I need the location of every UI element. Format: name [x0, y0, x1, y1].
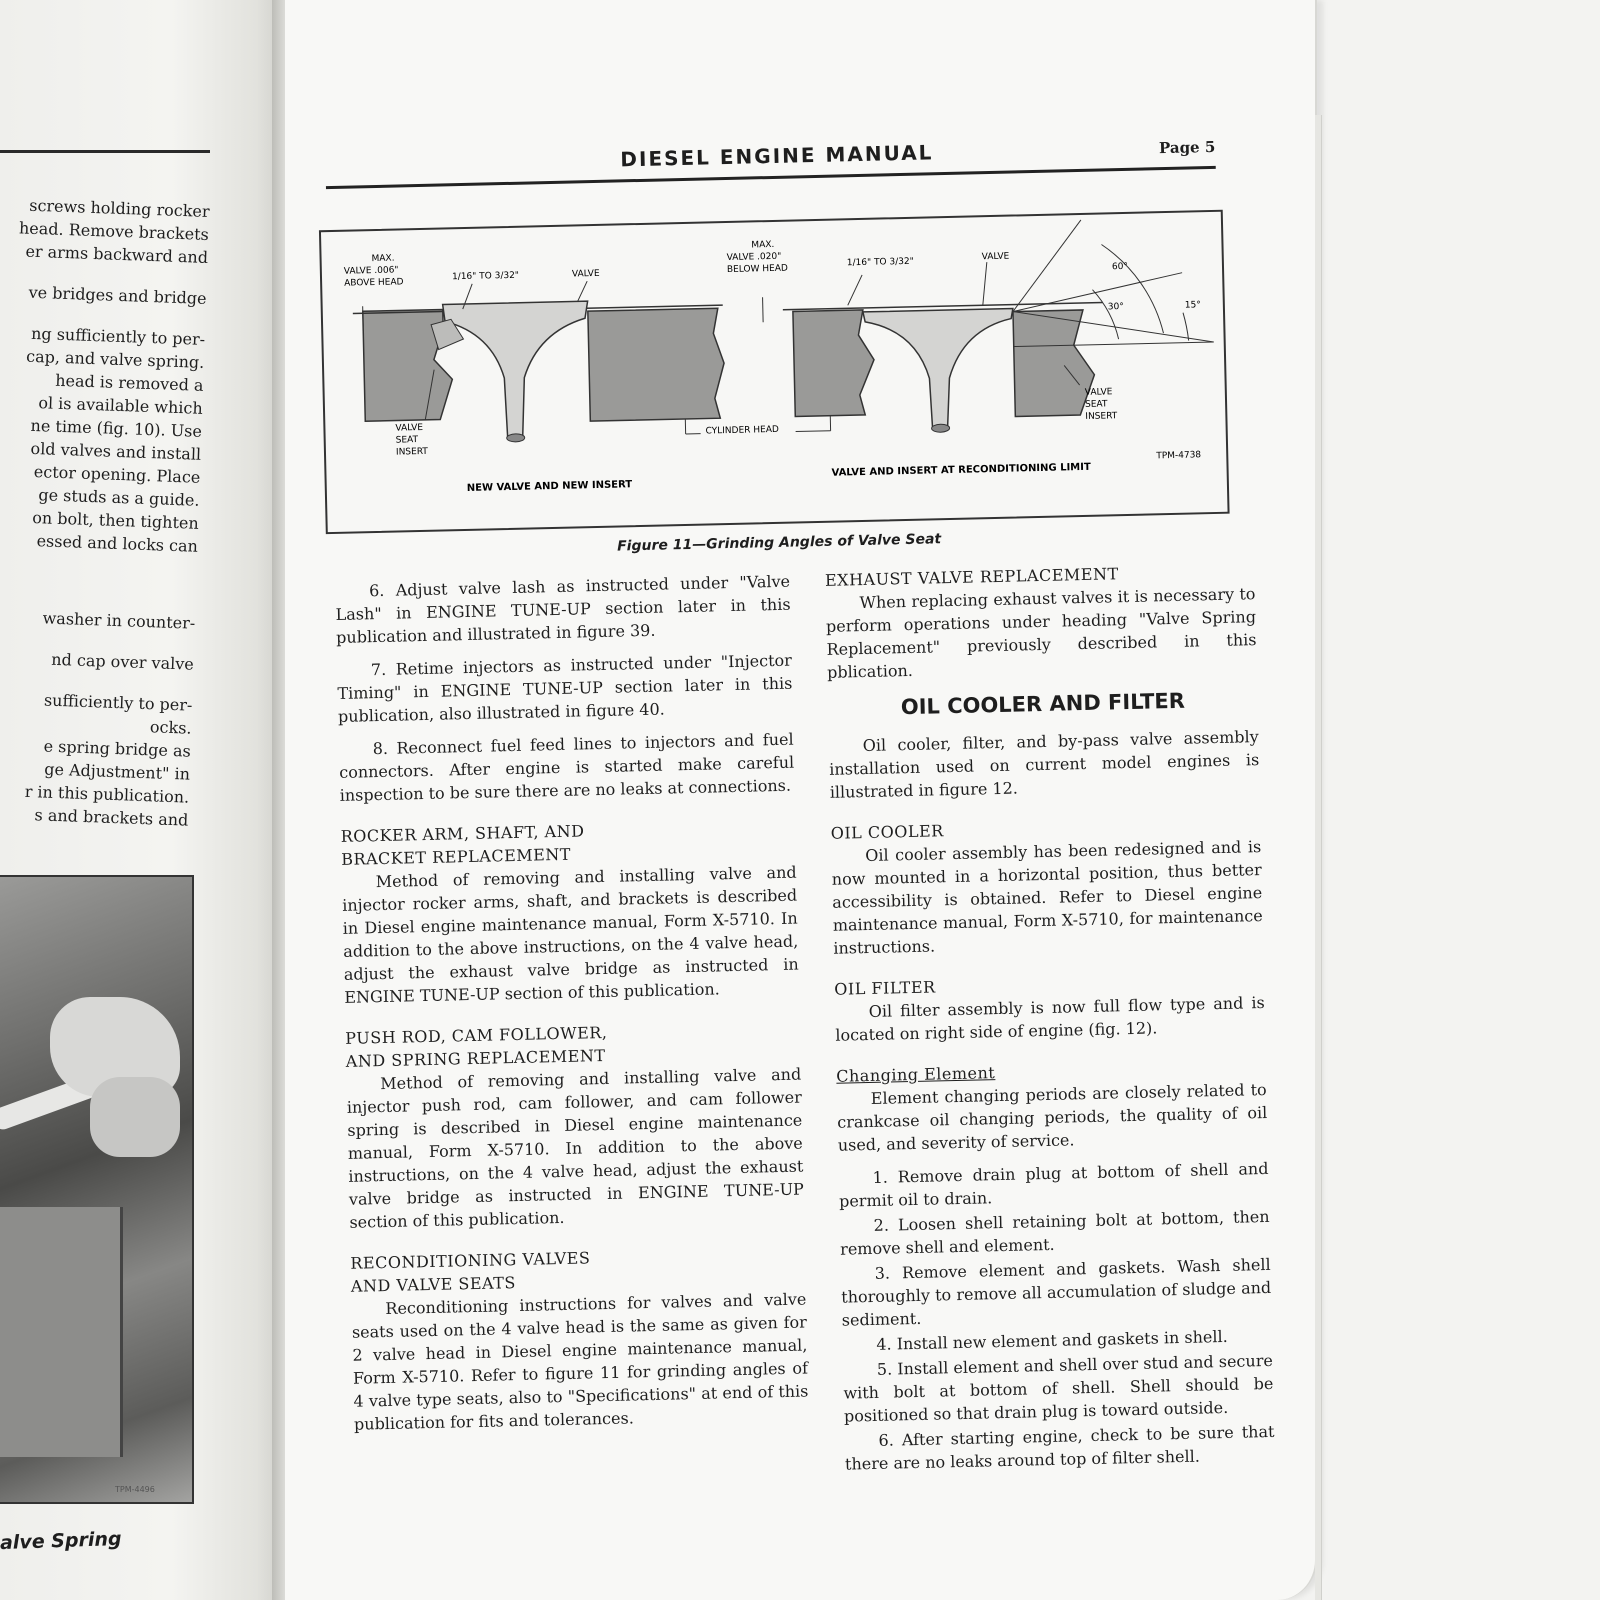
max-label-left: VALVE .006" [343, 265, 399, 277]
left-line: ector opening. Place [33, 462, 201, 487]
section-heading: BRACKET REPLACEMENT [340, 844, 572, 869]
paragraph: Oil filter assembly is now full flow type and is located on right side of engine (fig. 12). [835, 993, 1265, 1045]
paragraph: Method of removing and installing valve and injector rocker arms, shaft, and brackets is described in Diesel engine maintenance manual, Form X-5710. In addition to the above instructions, on the 4 valve head, adjust the exhaust valve bridge as instructed in ENGINE TUNE-UP section of this publication. [342, 862, 799, 1007]
list-item: 6. After starting engine, check to be sure that there are no leaks around top of filter shell. [844, 1421, 1275, 1474]
paragraph: 6. Adjust valve lash as instructed under "Valve Lash" in ENGINE TUNE-UP section later in this publication and illustrated in figure 39. [335, 571, 791, 647]
width-label-left: 1/16" TO 3/32" [451, 270, 520, 283]
angle-label: 60° [1111, 261, 1129, 273]
cylinder-head-left [588, 308, 725, 421]
section-heading: RECONDITIONING VALVES [350, 1248, 591, 1273]
cylinder-head-right [1013, 310, 1095, 417]
list-item: 2. Loosen shell retaining bolt at bottom, then remove shell and element. [839, 1206, 1270, 1259]
right-page [285, 0, 1317, 1600]
left-figure-caption: alve Spring [0, 1527, 122, 1555]
paragraph: Oil cooler, filter, and by-pass valve assembly installation used on current model engines is illustrated in figure 12. [829, 727, 1260, 802]
left-line: ocks. [149, 717, 192, 738]
major-heading: OIL COOLER AND FILTER [900, 688, 1186, 720]
list-item: 1. Remove drain plug at bottom of shell and permit oil to drain. [838, 1158, 1269, 1211]
left-line: head is removed a [54, 370, 204, 395]
right-column [825, 559, 1276, 1478]
insert-label-left: INSERT [395, 446, 428, 458]
left-line: ol is available which [38, 393, 204, 418]
engine-block [0, 1207, 123, 1457]
left-line: sufficiently to per- [43, 690, 193, 715]
left-line: cap, and valve spring. [25, 346, 205, 372]
left-line: ge studs as a guide. [38, 485, 200, 510]
max-label-left: ABOVE HEAD [344, 277, 404, 289]
list-item: 3. Remove element and gaskets. Wash shell thoroughly to remove all accumulation of sludge and sediment. [841, 1254, 1272, 1330]
page-number: Page 5 [1158, 137, 1216, 158]
section-heading: OIL COOLER [830, 821, 944, 843]
valve-spring-photo [0, 875, 194, 1504]
left-line: washer in counter- [42, 608, 196, 633]
left-line: e spring bridge as [43, 736, 192, 761]
photo-tag: TPM-4496 [115, 1485, 155, 1494]
figure-tag: TPM-4738 [1156, 450, 1202, 462]
left-header-rule [0, 150, 210, 153]
angle-label: 30° [1107, 302, 1124, 313]
hand [90, 1077, 180, 1157]
cylinder-head-label: CYLINDER HEAD [705, 424, 779, 437]
paragraph: 8. Reconnect fuel feed lines to injectors and fuel connectors. After engine is started make careful inspection to be sure there are no leaks at connections. [339, 729, 795, 805]
paragraph: When replacing exhaust valves it is necessary to perform operations under heading "Valve Spring Replacement" previously described in this pblication. [825, 584, 1257, 682]
left-line: s and brackets and [34, 805, 189, 830]
section-heading: EXHAUST VALVE REPLACEMENT [824, 564, 1119, 590]
left-line: r in this publication. [24, 781, 190, 807]
valve-label-left: VALVE [571, 268, 600, 280]
paragraph: Oil cooler assembly has been redesigned and is now mounted in a horizontal position, thus better accessibility is obtained. Refer to Diesel engine maintenance manual, Form X-5710, for maintenance instructions. [831, 837, 1263, 958]
insert-label-right: VALVE [1084, 387, 1113, 398]
left-page [0, 0, 285, 1600]
valve-label-right: VALVE [981, 251, 1010, 263]
manual-title: DIESEL ENGINE MANUAL [620, 140, 934, 172]
figure-11 [319, 210, 1230, 534]
left-line: er arms backward and [25, 241, 209, 267]
figure-caption: Figure 11—Grinding Angles of Valve Seat [616, 531, 942, 555]
max-label-right: MAX. [751, 239, 775, 251]
width-label-right: 1/16" TO 3/32" [846, 256, 914, 269]
valve-right [863, 309, 1016, 430]
paragraph: Method of removing and installing valve and injector push rod, cam follower, and cam follower spring is described in Diesel engine maintenance manual, Form X-5710. In addition to the above instructions, on the 4 valve head, adjust the exhaust valve bridge as instructed in ENGINE TUNE-UP section of this publication. [346, 1064, 805, 1232]
left-line: old valves and install [30, 438, 202, 464]
left-line: ng sufficiently to per- [30, 323, 206, 349]
max-label-right: BELOW HEAD [726, 263, 788, 276]
section-heading: PUSH ROD, CAM FOLLOWER, [345, 1022, 608, 1048]
left-line: screws holding rocker [28, 195, 210, 221]
angle-label: 15° [1184, 300, 1201, 311]
max-label-right: VALVE .020" [726, 251, 782, 264]
paragraph: Reconditioning instructions for valves and valve seats used on the 4 valve head is the same as given for 2 valve head in Diesel engine maintenance manual, Form X-5710. Refer to figure 11 for grinding angles of 4 valve type seats, also to "Specifications" at end of this publication for fits and tolerances. [351, 1289, 809, 1434]
valve-left [443, 301, 591, 439]
cylinder-head-right [793, 310, 875, 417]
section-heading: OIL FILTER [834, 977, 936, 999]
paragraph: 7. Retime injectors as instructed under "Injector Timing" in ENGINE TUNE-UP section later in this publication, also illustrated in figure 40. [337, 650, 793, 726]
left-line: ve bridges and bridge [28, 282, 207, 308]
left-line: ge Adjustment" in [43, 759, 191, 784]
max-label-left: MAX. [371, 253, 395, 265]
page-header [325, 130, 1216, 189]
steps-list [838, 1157, 1275, 1476]
left-line: essed and locks can [36, 531, 199, 556]
page-content [325, 130, 1275, 1550]
left-page-text [0, 193, 210, 832]
left-column [335, 570, 810, 1446]
left-line: head. Remove brackets [18, 218, 210, 244]
section-heading: AND SPRING REPLACEMENT [345, 1045, 606, 1071]
list-item: 5. Install element and shell over stud and secure with bolt at bottom of shell. Shell should be positioned so that drain plug is toward outside. [843, 1350, 1274, 1426]
insert-label-right: INSERT [1085, 411, 1118, 422]
left-line: on bolt, then tighten [31, 507, 200, 533]
insert-label-right: SEAT [1084, 399, 1108, 410]
list-item: 4. Install new element and gaskets in shell. [876, 1326, 1228, 1354]
insert-label-left: VALVE [395, 422, 424, 434]
right-diagram-caption: VALVE AND INSERT AT RECONDITIONING LIMIT [831, 461, 1091, 479]
left-line: ne time (fig. 10). Use [30, 415, 203, 441]
insert-label-left: SEAT [395, 435, 419, 446]
left-line: nd cap over valve [50, 649, 195, 674]
section-heading: AND VALVE SEATS [350, 1273, 517, 1296]
valve-seat-diagram [321, 212, 1228, 532]
page-edge [1315, 115, 1322, 1600]
left-diagram-caption: NEW VALVE AND NEW INSERT [466, 479, 633, 494]
section-heading: ROCKER ARM, SHAFT, AND [340, 821, 585, 846]
subsection-heading: Changing Element [836, 1063, 996, 1086]
paragraph: Element changing periods are closely related to crankcase oil changing periods, the quality of oil used, and severity of service. [837, 1079, 1268, 1155]
